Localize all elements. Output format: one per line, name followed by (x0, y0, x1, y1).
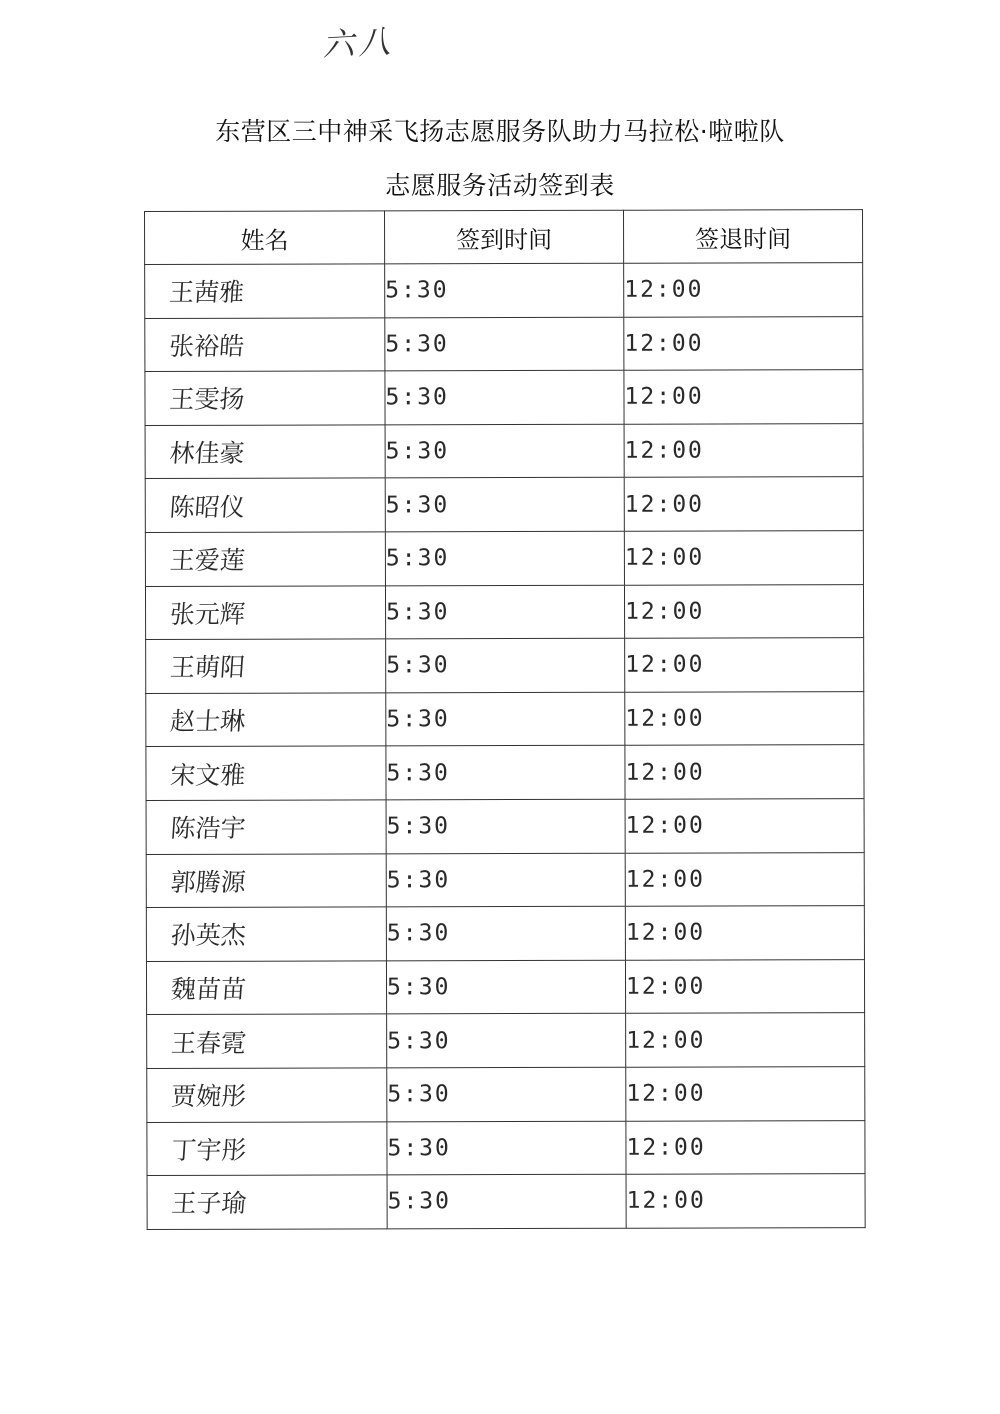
table-row (146, 959, 864, 1014)
volunteer-name-cell (146, 907, 386, 961)
volunteer-name: 赵士琳 (169, 706, 247, 736)
volunteer-name: 陈浩宇 (169, 813, 247, 844)
sign-out-time-cell (626, 1013, 865, 1067)
sign-in-time-cell (385, 531, 624, 585)
sign-out-time: 12:00 (626, 1027, 706, 1054)
sign-out-time: 12:00 (626, 1187, 706, 1215)
sign-in-time-cell (386, 799, 625, 853)
table-row (147, 1067, 865, 1122)
sign-out-time: 12:00 (625, 759, 705, 786)
sign-in-time: 5:30 (387, 1134, 451, 1162)
volunteer-name-cell (147, 1068, 387, 1122)
sign-out-time-cell (624, 370, 863, 424)
sign-out-time: 12:00 (624, 276, 704, 304)
table-body (145, 263, 866, 1230)
sign-in-time: 5:30 (387, 1081, 451, 1108)
sign-out-time-cell (626, 1174, 865, 1228)
volunteer-name-cell (146, 961, 386, 1015)
handwritten-corner-note: 六八 (321, 22, 396, 64)
sign-in-time: 5:30 (385, 491, 450, 519)
sign-in-time: 5:30 (387, 1027, 451, 1054)
header-name: 姓名 (145, 211, 385, 265)
sign-in-time-cell (385, 370, 624, 424)
volunteer-name-cell (145, 264, 385, 318)
volunteer-name: 贾婉彤 (170, 1081, 248, 1112)
sign-out-time: 12:00 (625, 651, 705, 679)
volunteer-name-cell (146, 693, 386, 747)
volunteer-name-cell (146, 639, 386, 693)
table-row (146, 745, 864, 800)
sign-out-time-cell (625, 799, 864, 853)
sign-in-time: 5:30 (386, 759, 450, 787)
table-row (145, 316, 863, 371)
sign-in-time: 5:30 (385, 384, 449, 411)
sign-out-time-cell (624, 316, 863, 370)
sign-out-time-cell (624, 263, 863, 317)
sign-out-time: 12:00 (624, 437, 704, 464)
sign-out-time: 12:00 (625, 866, 706, 893)
header-sign-in-time: 签到时间 (385, 210, 624, 264)
table-header (145, 210, 863, 265)
sign-out-time-cell (624, 584, 863, 638)
volunteer-name: 魏苗苗 (169, 974, 247, 1004)
sign-in-time-cell (385, 424, 624, 478)
volunteer-name: 宋文雅 (169, 760, 247, 790)
volunteer-name-cell (147, 1014, 387, 1068)
sign-out-time-cell (626, 1120, 865, 1174)
volunteer-name-cell (145, 532, 385, 586)
sign-in-time: 5:30 (385, 438, 450, 465)
sign-out-time: 12:00 (625, 919, 706, 947)
volunteer-name-cell (147, 1121, 387, 1175)
document-title: 东营区三中神采飞扬志愿服务队助力马拉松·啦啦队 (215, 117, 785, 146)
volunteer-name: 王爱莲 (168, 546, 246, 576)
volunteer-name: 丁宇彤 (170, 1135, 248, 1165)
sign-out-time: 12:00 (625, 598, 705, 625)
volunteer-name-cell (146, 800, 386, 854)
volunteer-name: 孙英杰 (169, 921, 247, 951)
volunteer-name: 张裕皓 (168, 331, 246, 361)
sign-out-time-cell (625, 852, 864, 906)
table-row (146, 691, 864, 746)
table-row (147, 1174, 865, 1229)
volunteer-name-cell (146, 853, 386, 907)
sign-out-time-cell (625, 691, 864, 745)
volunteer-name: 王子瑜 (170, 1189, 248, 1219)
table-row (145, 370, 863, 425)
sign-out-time-cell (624, 531, 863, 585)
table-row (145, 423, 863, 478)
volunteer-name-cell (145, 371, 385, 425)
volunteer-name: 张元辉 (168, 599, 246, 629)
sign-in-time-cell (387, 1121, 626, 1175)
sign-out-time-cell (625, 745, 864, 799)
sign-out-time-cell (626, 1067, 865, 1121)
sign-in-time-cell (387, 1067, 626, 1121)
volunteer-name: 王萌阳 (169, 653, 247, 683)
table-row (147, 1013, 865, 1068)
sign-in-time-cell (387, 1174, 626, 1228)
header-sign-out-time: 签退时间 (623, 210, 862, 264)
volunteer-name-cell (146, 746, 386, 800)
table-row (146, 638, 864, 693)
sign-in-time: 5:30 (386, 974, 451, 1001)
sign-out-time-cell (625, 906, 864, 960)
sign-in-time-cell (386, 692, 625, 746)
sign-in-time: 5:30 (386, 867, 451, 894)
sign-in-time: 5:30 (386, 813, 451, 840)
table-row (146, 799, 864, 854)
sign-in-time: 5:30 (385, 277, 449, 304)
sign-out-time: 12:00 (624, 384, 704, 411)
sign-in-time: 5:30 (385, 331, 449, 358)
sign-in-time-cell (386, 960, 625, 1014)
sign-in-time-cell (385, 263, 624, 317)
volunteer-name-cell (145, 478, 385, 532)
sign-out-time-cell (624, 477, 863, 531)
sign-in-time: 5:30 (386, 706, 450, 733)
volunteer-name-cell (145, 425, 385, 479)
sign-out-time: 12:00 (624, 491, 705, 518)
volunteer-name: 王雯扬 (168, 385, 246, 415)
volunteer-name: 王茜雅 (168, 278, 246, 308)
document-subtitle: 志愿服务活动签到表 (385, 171, 615, 200)
sign-out-time: 12:00 (625, 705, 705, 732)
sign-out-time-cell (625, 638, 864, 692)
sign-out-time: 12:00 (626, 1134, 706, 1161)
sign-in-time: 5:30 (386, 652, 450, 679)
table-row (145, 584, 863, 639)
sign-out-time: 12:00 (624, 544, 705, 572)
sign-in-time-cell (386, 906, 625, 960)
header-row (145, 210, 863, 265)
table-row (145, 531, 863, 586)
sign-in-time-cell (385, 478, 624, 532)
sign-out-time-cell (624, 423, 863, 477)
volunteer-name-cell (147, 1175, 387, 1229)
sign-in-time-cell (386, 853, 625, 907)
sign-out-time-cell (625, 959, 864, 1013)
sign-in-time: 5:30 (385, 545, 450, 572)
table-row (146, 906, 864, 961)
volunteer-name: 郭腾源 (169, 867, 247, 897)
sign-in-time-cell (387, 1014, 626, 1068)
sign-in-time-cell (386, 746, 625, 800)
table-row (145, 477, 863, 532)
sign-out-time: 12:00 (625, 973, 706, 1000)
volunteer-name-cell (145, 317, 385, 371)
sign-in-time: 5:30 (386, 599, 450, 626)
table-row (146, 852, 864, 907)
sign-in-time-cell (385, 317, 624, 371)
volunteer-name-cell (145, 585, 385, 639)
table-row (145, 263, 863, 318)
volunteer-name: 陈昭仪 (168, 492, 246, 522)
sign-in-time: 5:30 (386, 920, 451, 947)
sign-in-time-cell (385, 585, 624, 639)
sign-out-time: 12:00 (626, 1080, 706, 1107)
volunteer-name: 林佳豪 (168, 438, 246, 469)
volunteer-name: 王春霓 (170, 1028, 248, 1058)
sign-out-time: 12:00 (624, 330, 704, 357)
sign-in-table (144, 209, 866, 1230)
sign-out-time: 12:00 (625, 812, 705, 839)
table-row (147, 1120, 865, 1175)
sign-in-time-cell (386, 638, 625, 692)
sign-in-time: 5:30 (387, 1188, 452, 1215)
